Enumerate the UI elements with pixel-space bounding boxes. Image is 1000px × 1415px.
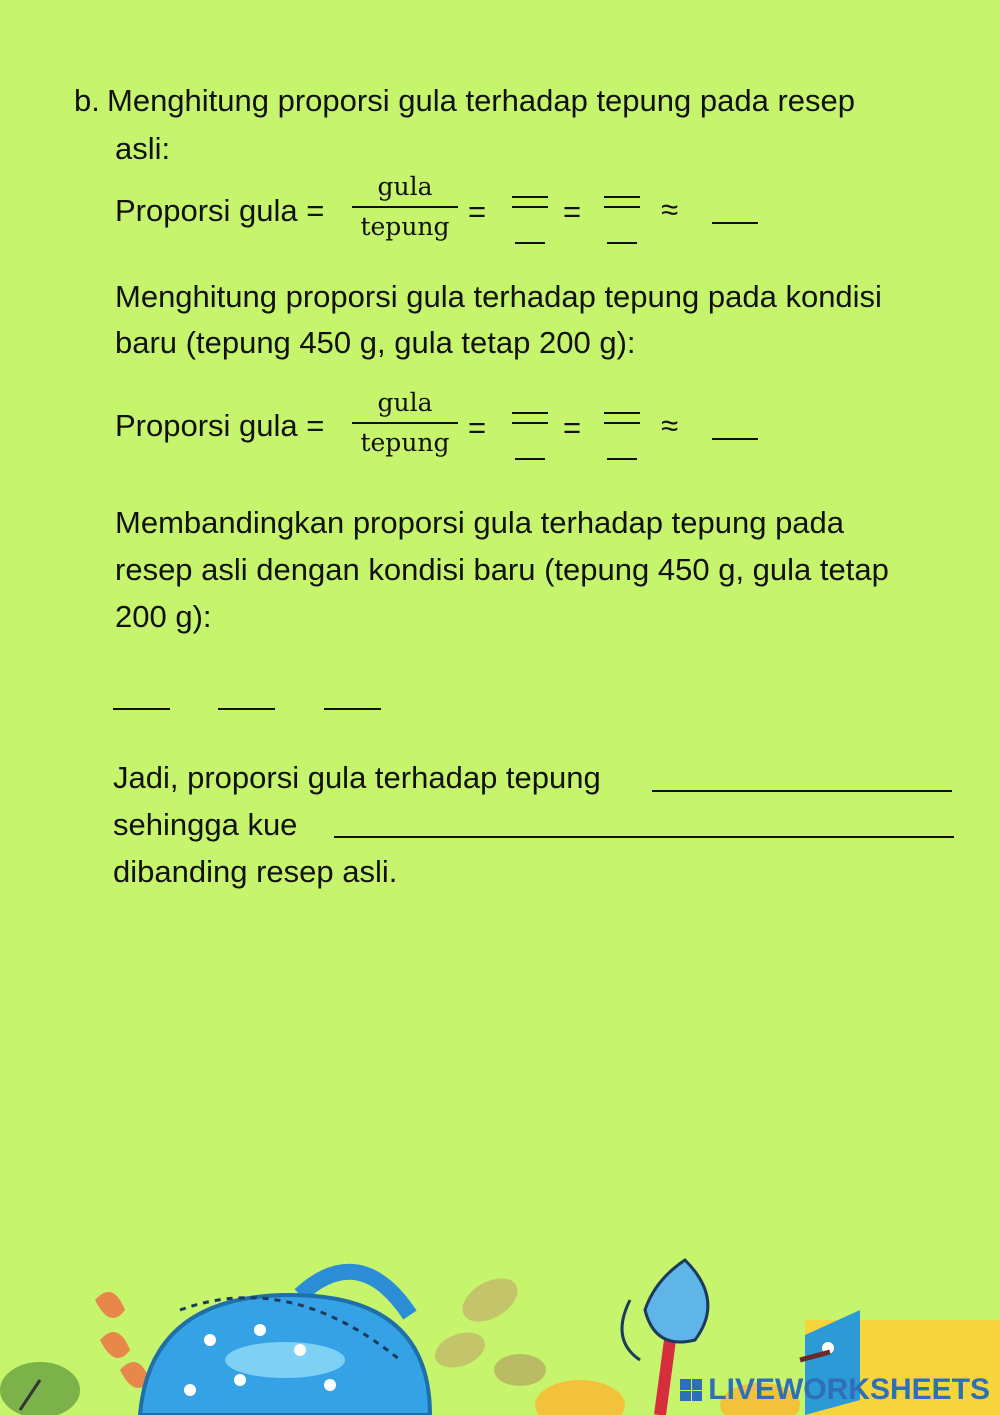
leaf-orange [100, 1332, 130, 1358]
conclusion-line2: sehingga kue [113, 807, 298, 842]
watering-can-shine [225, 1342, 345, 1378]
answer-numerator-blank[interactable] [604, 196, 640, 198]
liveworksheets-logo [680, 1373, 990, 1407]
conclusion-line3: dibanding resep asli. [113, 854, 398, 889]
flower-line [622, 1300, 640, 1360]
formula-prefix: Proporsi gula = [115, 193, 325, 228]
compare-blank-middle[interactable] [218, 708, 275, 710]
compare-blank-right[interactable] [324, 708, 381, 710]
answer-approx-blank[interactable] [712, 222, 758, 224]
approx-sign: ≈ [661, 408, 679, 443]
polka-dot [234, 1374, 246, 1386]
compare-line2: resep asli dengan kondisi baru (tepung 450 g, gula tetap [115, 552, 889, 587]
fraction-bar [604, 422, 640, 424]
polka-dot [184, 1384, 196, 1396]
fraction-bar [604, 206, 640, 208]
new-condition-line1: Menghitung proporsi gula terhadap tepung pada kondisi [115, 279, 882, 314]
brand-name: LIVEWORKSHEETS [708, 1373, 990, 1406]
compare-line3: 200 g): [115, 599, 212, 634]
compare-line1: Membandingkan proporsi gula terhadap tepung pada [115, 505, 845, 540]
fraction-gula-tepung [352, 172, 458, 252]
fraction-bar [352, 422, 458, 424]
answer-approx-blank[interactable] [712, 438, 758, 440]
polka-dot [204, 1334, 216, 1346]
fraction-denominator: tepung [360, 428, 450, 457]
polka-dot [324, 1379, 336, 1391]
approx-sign: ≈ [661, 192, 679, 227]
logo-grid-icon [680, 1379, 702, 1401]
conclusion-blank-2[interactable] [334, 836, 954, 838]
fraction-bar [512, 206, 548, 208]
section-heading-line2: asli: [115, 131, 171, 166]
answer-denominator-blank[interactable] [607, 458, 637, 460]
fraction-denominator: tepung [360, 212, 450, 241]
answer-denominator-blank[interactable] [515, 458, 545, 460]
bush-left [0, 1362, 80, 1415]
equals-sign: = [468, 410, 487, 445]
equals-sign: = [563, 410, 582, 445]
polka-dot [294, 1344, 306, 1356]
section-heading-line1: Menghitung proporsi gula terhadap tepung pada resep [107, 83, 855, 118]
equals-sign: = [468, 194, 487, 229]
answer-denominator-blank[interactable] [515, 242, 545, 244]
answer-numerator-blank[interactable] [604, 412, 640, 414]
leaf-orange [95, 1292, 125, 1318]
fraction-bar [352, 206, 458, 208]
fraction-bar [512, 422, 548, 424]
fraction-numerator: gula [377, 388, 433, 417]
fraction-numerator: gula [377, 172, 433, 201]
equals-sign: = [563, 194, 582, 229]
polka-dot [254, 1324, 266, 1336]
formula-prefix: Proporsi gula = [115, 408, 325, 443]
compare-blank-left[interactable] [113, 708, 170, 710]
answer-denominator-blank[interactable] [607, 242, 637, 244]
fraction-gula-tepung [352, 388, 458, 468]
leaf-olive [430, 1326, 490, 1374]
leaf-olive [455, 1269, 525, 1330]
answer-numerator-blank[interactable] [512, 412, 548, 414]
new-condition-line2: baru (tepung 450 g, gula tetap 200 g): [115, 325, 636, 360]
answer-numerator-blank[interactable] [512, 196, 548, 198]
conclusion-line1: Jadi, proporsi gula terhadap tepung [113, 760, 601, 795]
conclusion-blank-1[interactable] [652, 790, 952, 792]
leaf-olive [494, 1354, 546, 1386]
flower-stem [660, 1340, 670, 1415]
fruit-yellow [535, 1380, 625, 1415]
flower-petal [645, 1260, 708, 1342]
section-label: b. [74, 83, 100, 118]
